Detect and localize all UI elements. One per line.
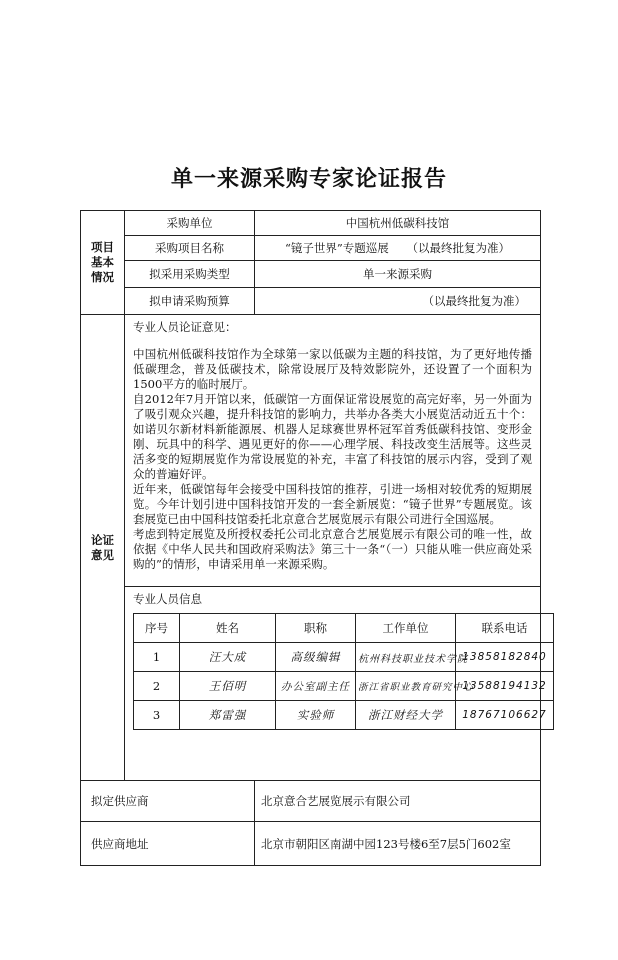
expert-name-signature: 汪大成 bbox=[180, 643, 276, 672]
col-header-phone: 联系电话 bbox=[456, 614, 554, 643]
expert-phone: 13588194132 bbox=[456, 672, 554, 701]
expert-name-signature: 郑雷强 bbox=[180, 701, 276, 730]
supplier-name-value: 北京意合艺展览展示有限公司 bbox=[255, 781, 541, 822]
purchaser-value: 中国杭州低碳科技馆 bbox=[255, 211, 541, 236]
project-name-value: “镜子世界”专题巡展 bbox=[285, 241, 389, 255]
experts-header-row bbox=[134, 614, 554, 643]
budget-label: 拟申请采购预算 bbox=[125, 288, 255, 315]
report-table bbox=[80, 210, 547, 866]
opinion-paragraph: 近年来，低碳馆每年会接受中国科技馆的推荐，引进一场相对较优秀的短期展览。今年计划引进中国科技馆开发的一套全新展览：“镜子世界”专题展览。该套展览已由中国科技馆委托北京意合艺展览展示有限公司进行全国巡展。 bbox=[133, 482, 532, 526]
expert-no: 1 bbox=[134, 643, 180, 672]
expert-no: 3 bbox=[134, 701, 180, 730]
col-header-no: 序号 bbox=[134, 614, 180, 643]
expert-title: 高级编辑 bbox=[276, 643, 356, 672]
expert-name-signature: 王佰明 bbox=[180, 672, 276, 701]
expert-unit: 杭州科技职业技术学院 bbox=[356, 643, 456, 672]
purchaser-label: 采购单位 bbox=[125, 211, 255, 236]
opinion-cell bbox=[125, 315, 547, 781]
experts-heading: 专业人员信息 bbox=[125, 586, 540, 607]
expert-row bbox=[134, 672, 554, 701]
supplier-name-label: 拟定供应商 bbox=[81, 781, 255, 822]
procurement-type-value: 单一来源采购 bbox=[255, 261, 541, 288]
col-header-unit: 工作单位 bbox=[356, 614, 456, 643]
experts-table bbox=[133, 613, 554, 730]
expert-title: 办公室副主任 bbox=[276, 672, 356, 701]
expert-unit: 浙江财经大学 bbox=[356, 701, 456, 730]
expert-title: 实验师 bbox=[276, 701, 356, 730]
document-title: 单一来源采购专家论证报告 bbox=[170, 167, 447, 192]
col-header-name: 姓名 bbox=[180, 614, 276, 643]
col-header-title: 职称 bbox=[276, 614, 356, 643]
procurement-type-label: 拟采用采购类型 bbox=[125, 261, 255, 288]
supplier-address-value: 北京市朝阳区南湖中园123号楼6至7层5门602室 bbox=[255, 822, 541, 866]
expert-phone: 13858182840 bbox=[456, 643, 554, 672]
opinion-paragraph: 中国杭州低碳科技馆作为全球第一家以低碳为主题的科技馆，为了更好地传播低碳理念，普及低碳技术，除常设展厅及特效影院外，还设置了一个面积为1500平方的临时展厅。 bbox=[133, 347, 532, 391]
expert-row bbox=[134, 701, 554, 730]
expert-row bbox=[134, 643, 554, 672]
opinion-paragraph: 自2012年7月开馆以来，低碳馆一方面保证常设展览的高完好率，另一外面为了吸引观众兴趣，提升科技馆的影响力，共举办各类大小展览活动近五十个：如诺贝尔新材料新能源展、机器人足球赛世界杯冠军首秀低碳科技馆、变形金刚、玩具中的科学、遇见更好的你——心理学展、科技改变生活展等。这些灵活多变的短期展览作为常设展览的补充，丰富了科技馆的展示内容，受到了观众的普遍好评。 bbox=[133, 392, 532, 481]
opinion-paragraph: 考虑到特定展览及所授权委托公司北京意合艺展览展示有限公司的唯一性，故依据《中华人民共和国政府采购法》第三十一条“（一）只能从唯一供应商处采购的”的情形，申请采用单一来源采购。 bbox=[133, 527, 532, 571]
project-name-cell bbox=[255, 236, 541, 261]
opinion-heading: 专业人员论证意见： bbox=[133, 320, 237, 334]
project-name-label: 采购项目名称 bbox=[125, 236, 255, 261]
expert-unit: 浙江省职业教育研究中心 bbox=[356, 672, 456, 701]
project-name-note: （以最终批复为准） bbox=[406, 241, 510, 255]
budget-note: （以最终批复为准） bbox=[255, 288, 541, 315]
basic-info-section-label: 项目 基本 情况 bbox=[81, 211, 125, 315]
opinion-section-label: 论证 意见 bbox=[81, 315, 125, 781]
expert-phone: 18767106627 bbox=[456, 701, 554, 730]
supplier-address-label: 供应商地址 bbox=[81, 822, 255, 866]
expert-no: 2 bbox=[134, 672, 180, 701]
